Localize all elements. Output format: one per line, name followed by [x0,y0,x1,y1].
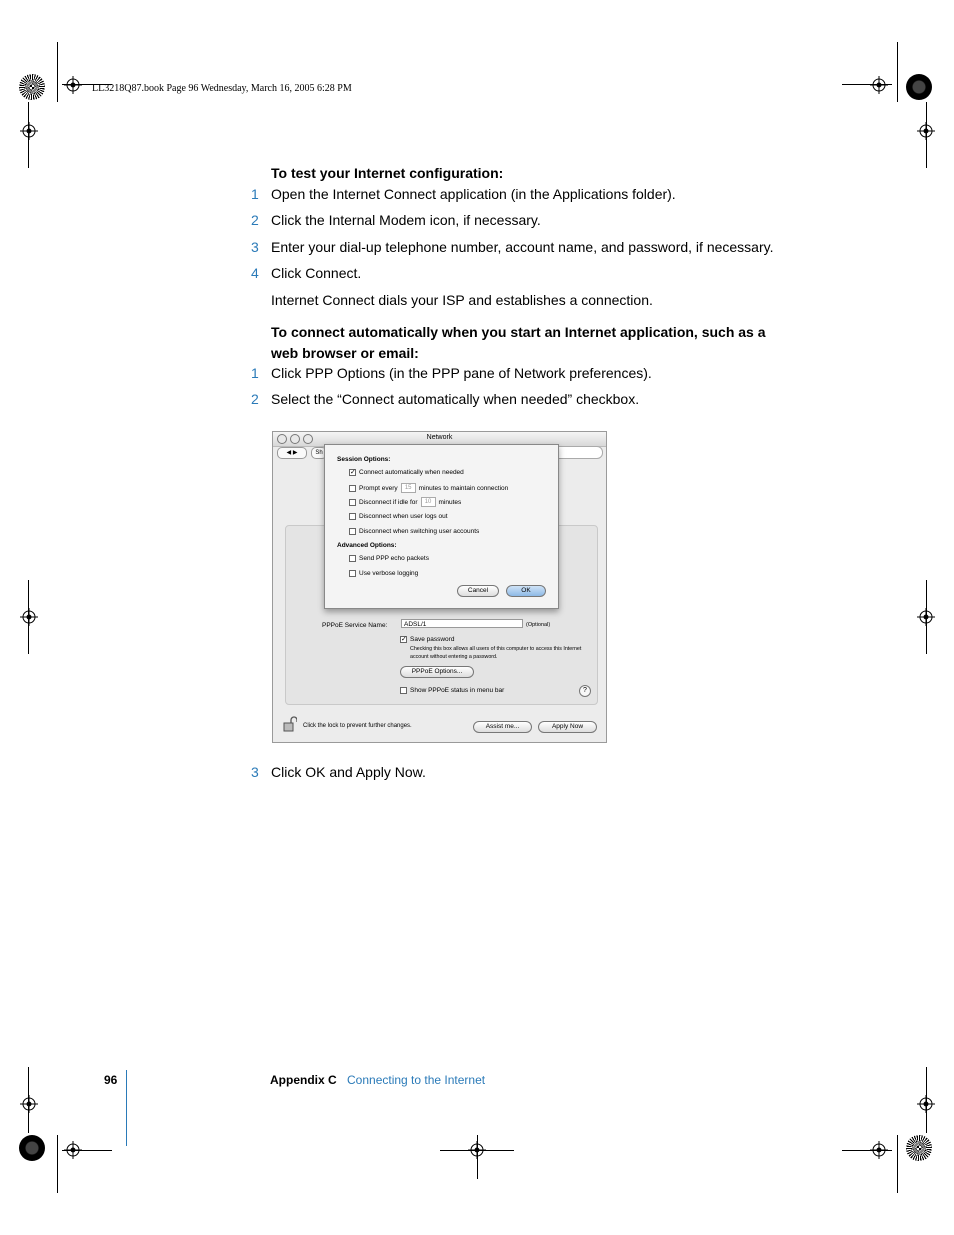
crosshair-icon [20,122,38,140]
connect-auto-row[interactable] [349,469,464,476]
disconnect-logout-row[interactable] [349,513,448,520]
crosshair-icon [64,1141,82,1159]
registration-wheel-icon [906,74,932,100]
window-title: Network [426,434,453,441]
service-label: PPPoE Service Name: [322,622,388,629]
appendix-label: Appendix C [270,1073,337,1087]
echo-packets-row[interactable] [349,555,429,562]
network-preferences-screenshot [272,431,607,743]
step-text: Click PPP Options (in the PPP pane of Network preferences). [271,365,652,381]
advanced-options-heading: Advanced Options: [337,542,397,549]
ok-button[interactable]: OK [506,585,546,597]
disconnect-idle-label: Disconnect if idle for [359,498,418,506]
save-password-row[interactable] [400,636,454,643]
lock-icon[interactable] [283,716,297,732]
page-number: 96 [104,1073,118,1087]
prompt-every-checkbox[interactable] [349,485,356,492]
ppp-options-sheet [324,444,559,609]
save-password-label: Save password [410,636,455,643]
crosshair-icon [20,608,38,626]
back-arrow-icon[interactable]: ◀ [286,450,292,456]
step-number: 1 [251,365,259,381]
step-text: Click Connect. [271,265,362,281]
print-slug: LL3218Q87.book Page 96 Wednesday, March 16, 2005 6:28 PM [92,83,352,94]
disconnect-switch-checkbox[interactable] [349,528,356,535]
show-status-checkbox[interactable] [400,687,407,694]
step-text: Enter your dial-up telephone number, account name, and password, if necessary. [271,239,774,255]
step-text: Open the Internet Connect application (in the Applications folder). [271,186,676,202]
optional-label: (Optional) [526,622,551,628]
crosshair-icon [917,122,935,140]
assist-me-button[interactable]: Assist me... [473,721,532,733]
step-number: 4 [251,265,259,281]
step-text: Click OK and Apply Now. [271,764,426,780]
footer-rule [126,1070,127,1146]
prompt-every-row[interactable] [349,483,508,493]
help-button[interactable]: ? [579,685,591,697]
prompt-every-label: Prompt every [359,484,398,492]
disconnect-switch-label: Disconnect when switching user accounts [359,528,480,535]
connect-auto-checkbox[interactable]: ✓ [350,469,356,476]
chapter-title: Connecting to the Internet [347,1073,486,1087]
pppoe-options-button[interactable]: PPPoE Options... [400,666,474,678]
registration-wheel-icon [906,1135,932,1161]
crosshair-icon [64,76,82,94]
save-password-note: Checking this box allows all users of this computer to access this Internet account without entering a password. [410,646,582,660]
step-number: 2 [251,391,259,407]
section-heading: To test your Internet configuration: [271,165,504,181]
crosshair-icon [468,1141,486,1159]
show-status-label: Show PPPoE status in menu bar [410,687,505,694]
echo-packets-checkbox[interactable] [349,555,356,562]
crosshair-icon [917,608,935,626]
disconnect-switch-row[interactable] [349,528,479,535]
registration-wheel-icon [19,74,45,100]
disconnect-idle-row[interactable] [349,497,461,507]
section-heading: To connect automatically when you start an Internet application, such as a [271,324,766,340]
step-text: Click the Internal Modem icon, if necessary. [271,212,541,228]
verbose-logging-row[interactable] [349,570,418,577]
crosshair-icon [917,1095,935,1113]
prompt-every-suffix: minutes to maintain connection [418,484,509,492]
disconnect-logout-label: Disconnect when user logs out [359,513,448,520]
registration-wheel-icon [19,1135,45,1161]
result-text: Internet Connect dials your ISP and establishes a connection. [271,292,653,308]
lock-text: Click the lock to prevent further changes. [303,723,412,729]
disconnect-logout-checkbox[interactable] [349,513,356,520]
idle-minutes-input[interactable]: 10 [421,497,436,507]
apply-now-button[interactable]: Apply Now [538,721,597,733]
echo-packets-label: Send PPP echo packets [359,555,429,562]
forward-arrow-icon[interactable]: ▶ [292,450,298,456]
verbose-logging-label: Use verbose logging [359,570,419,577]
save-password-checkbox[interactable]: ✓ [401,636,407,643]
prompt-minutes-input[interactable]: 15 [401,483,416,493]
disconnect-idle-suffix: minutes [438,498,462,506]
connect-auto-label: Connect automatically when needed [359,469,464,476]
service-name-input[interactable]: ADSL/1 [401,619,523,628]
crosshair-icon [870,1141,888,1159]
step-number: 3 [251,764,259,780]
step-number: 3 [251,239,259,255]
step-text: Select the “Connect automatically when needed” checkbox. [271,391,640,407]
session-options-heading: Session Options: [337,456,391,463]
nav-buttons[interactable] [277,447,307,459]
disconnect-idle-checkbox[interactable] [349,499,356,506]
step-number: 2 [251,212,259,228]
show-all-button[interactable]: Sh [311,447,327,459]
crosshair-icon [20,1095,38,1113]
verbose-logging-checkbox[interactable] [349,570,356,577]
show-status-row[interactable] [400,687,504,694]
crosshair-icon [870,76,888,94]
cancel-button[interactable]: Cancel [457,585,499,597]
section-heading: web browser or email: [271,345,419,361]
step-number: 1 [251,186,259,202]
